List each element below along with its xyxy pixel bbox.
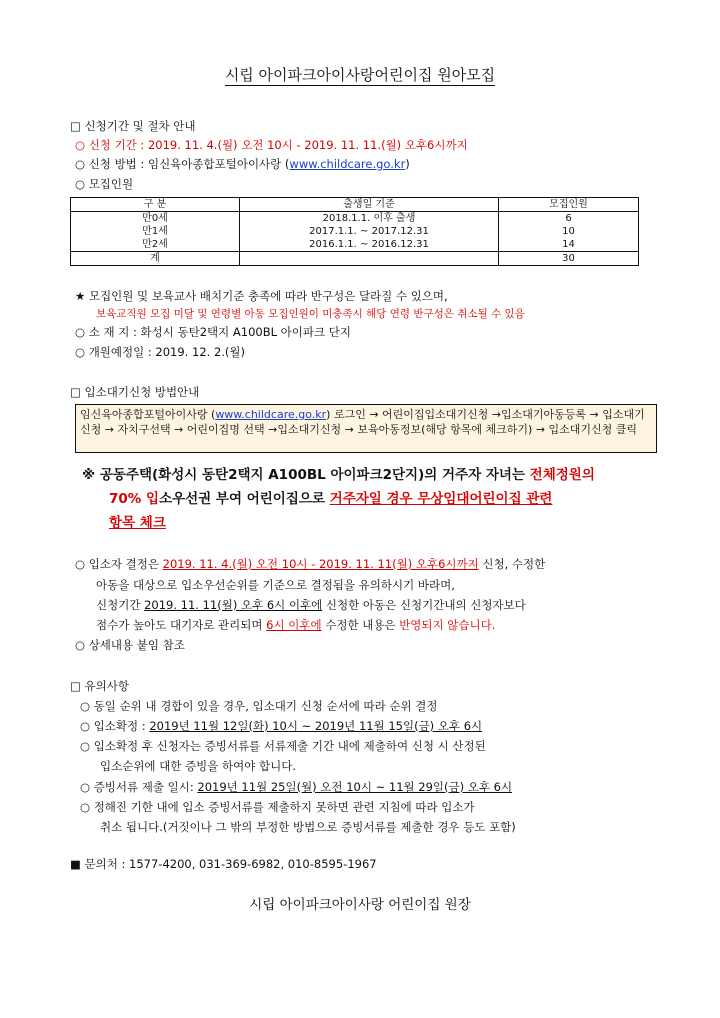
notes-item-cont: 취소 됩니다.(거짓이나 그 밖의 부정한 방법으로 증빙서류를 제출한 경우 등도 포함) [100,820,516,834]
table-cell: 10 [499,225,639,238]
notice-text: ※ 공동주택(화성시 동탄2택지 A100BL 아이파크2단지)의 거주자 자녀는 [82,467,530,483]
notice-highlight-underlined: 거주자일 경우 무상임대어린이집 관련 [329,491,553,507]
notice-highlight: 70% 입 [109,491,160,507]
class-note: ★ 모집인원 및 보육교사 배치기준 충족에 따라 반구성은 달라질 수 있으며, [75,289,448,303]
location: ○ 소 재 지 : 화성시 동탄2택지 A100BL 아이파크 단지 [75,325,351,339]
decision-line-4 [96,617,495,633]
table-header-cell: 모집인원 [499,198,639,212]
decision-text: 신청, 수정한 [478,557,546,571]
childcare-link-box[interactable]: www.childcare.go.kr [215,408,327,421]
decision-text: 수정한 내용은 [321,618,400,632]
table-cell: 계 [71,252,240,266]
decision-line-2: 아동을 대상으로 입소우선순위를 기준으로 결정됨을 유의하시기 바라며, [96,578,455,592]
document-submit-period: 2019년 11월 25일(월) 오전 10시 ~ 11월 29일(금) 오후 6시 [197,780,513,794]
table-header-row [71,198,639,212]
notes-text: ○ 입소확정 : [80,719,150,733]
table-cell: 2016.1.1. ~ 2016.12.31 [240,238,499,252]
application-method [75,156,410,172]
contact-info: ■ 문의처 : 1577-4200, 031-369-6982, 010-8595-1967 [70,857,377,871]
table-cell: 만1세 [71,225,240,238]
table-total-row [71,252,639,266]
notes-item: ○ 입소확정 후 신청자는 증빙서류를 서류제출 기간 내에 제출하여 신청 시 산정된 [80,739,486,753]
method-text: ○ 신청 방법 : 임신육아종합포털아이사랑 ( [75,157,290,171]
decision-after-6: 6시 이후에 [266,618,322,632]
recruit-header: ○ 모집인원 [75,177,134,191]
section-notes-header: □ 유의사항 [70,679,129,693]
method-suffix: ) [405,157,410,171]
notes-item: ○ 동일 순위 내 경합이 있을 경우, 입소대기 신청 순서에 따라 순위 결정 [80,699,438,713]
notice-text: 소우선권 부여 어린이집으로 [159,491,330,507]
notice-line-3: 항목 체크 [109,515,166,531]
application-period: ○ 신청 기간 : 2019. 11. 4.(월) 오전 10시 - 2019. 11. 11.(월) 오후6시까지 [75,138,468,152]
childcare-link[interactable]: www.childcare.go.kr [289,157,406,171]
table-cell: 30 [499,252,639,266]
decision-text: 신청기간 [96,598,145,612]
decision-text: 신청한 아동은 신청기간내의 신청자보다 [322,598,526,612]
decision-text: 점수가 높아도 대기자로 관리되며 [96,618,267,632]
table-header-cell: 구 분 [71,198,240,212]
table-row [71,238,639,252]
box-prefix: 임신육아종합포털아이사랑 ( [80,408,216,421]
notes-item-cont: 입소순위에 대한 증빙을 하여야 합니다. [100,759,297,773]
notes-item: ○ 정해진 기한 내에 입소 증빙서류를 제출하지 못하면 관련 지침에 따라 입소가 [80,800,475,814]
decision-line-5: ○ 상세내용 붙임 참조 [75,638,185,652]
decision-text: ○ 입소자 결정은 [75,557,163,571]
class-cancel-note: 보육교직원 모집 미달 및 연령별 아동 모집인원이 미충족시 해당 연령 반구성은 취소될 수 있음 [96,308,525,320]
decision-not-reflected: 반영되지 않습니다. [399,618,496,632]
document-title: 시립 아이파크아이사랑어린이집 원아모집 [224,66,496,84]
notice-line-2 [109,487,552,507]
notice-highlight: 전체정원의 [529,467,595,483]
table-cell [240,252,499,266]
section-waitlist-header: □ 입소대기신청 방법안내 [70,385,200,399]
table-header-cell: 출생일 기준 [240,198,499,212]
confirm-period: 2019년 11월 12일(화) 10시 ~ 2019년 11월 15일(금) 오후 6시 [149,719,483,733]
decision-line-1 [75,556,545,572]
table-cell: 2017.1.1. ~ 2017.12.31 [240,225,499,238]
table-cell: 만0세 [71,212,240,226]
notes-item [80,779,512,795]
table-row [71,225,639,238]
table-cell: 만2세 [71,238,240,252]
recruit-table [70,197,639,266]
decision-period: 2019. 11. 4.(월) 오전 10시 - 2019. 11. 11(월) 오후6시까지 [162,557,479,571]
decision-line-3 [96,597,526,613]
opening-date: ○ 개원예정일 : 2019. 12. 2.(월) [75,345,245,359]
table-cell: 2018.1.1. 이후 출생 [240,212,499,226]
waitlist-procedure-box [75,404,657,453]
notes-item [80,718,482,734]
section-period-header: □ 신청기간 및 절차 안내 [70,119,196,133]
footer-signature: 시립 아이파크아이사랑 어린이집 원장 [249,897,471,913]
table-row [71,212,639,226]
decision-after-date: 2019. 11. 11(월) 오후 6시 이후에 [144,598,323,612]
box-procedure-text: ) 로그인 → 어린이집입소대기신청 →입소대기아동등록 → 입소대기 신청 → 자치구선택 → 어린이집명 선택 →입소대기신청 → 보육아동정보(해당 항목에 체크하기) → 입소대기신청 클릭 [80,408,645,436]
table-cell: 6 [499,212,639,226]
notes-text: ○ 증빙서류 제출 일시: [80,780,198,794]
table-cell: 14 [499,238,639,252]
notice-line-1 [82,463,595,483]
